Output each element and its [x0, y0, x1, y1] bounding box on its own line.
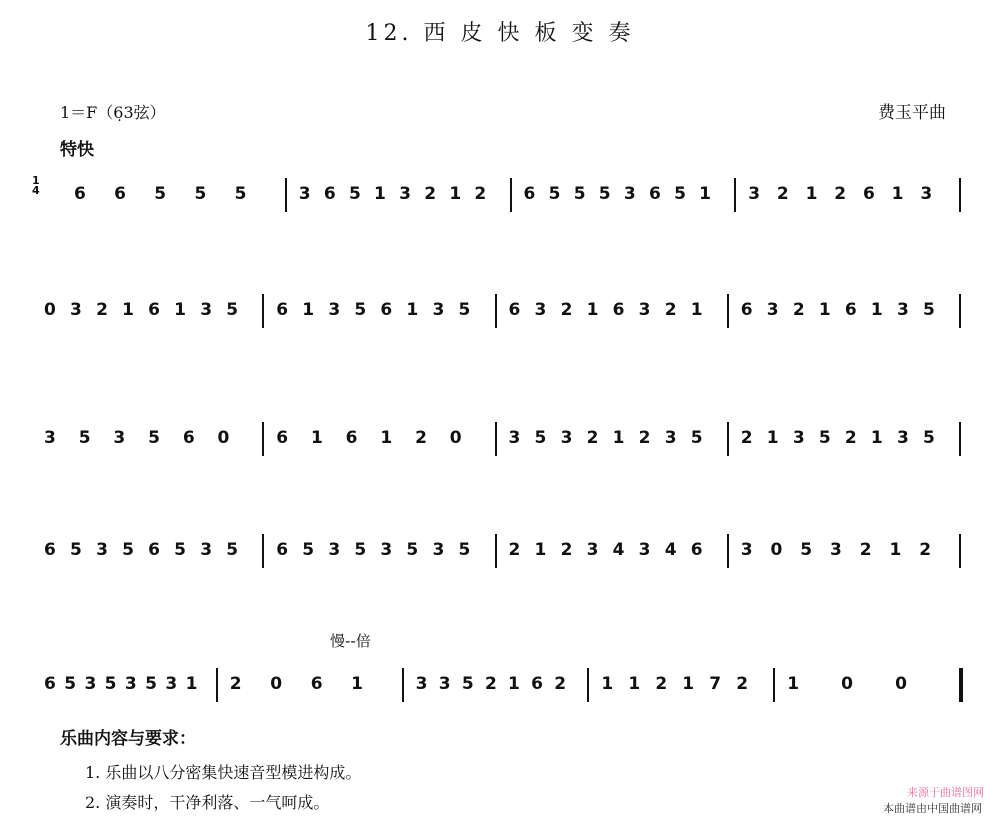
row-notes [30, 540, 975, 570]
note: 2 [229, 674, 242, 694]
note: 1 [351, 674, 363, 694]
note: 3 [664, 428, 677, 448]
note: 6 [523, 184, 536, 204]
note: 3 [200, 300, 213, 320]
note: 3 [124, 674, 137, 694]
note: 1 [586, 300, 599, 320]
note: 5 [458, 540, 471, 560]
barline [262, 294, 264, 328]
note: 5 [800, 540, 813, 560]
note: 6 [276, 428, 289, 448]
note: 3 [534, 300, 547, 320]
note: 2 [508, 540, 521, 560]
note: 3 [766, 300, 779, 320]
note: 3 [165, 674, 178, 694]
note: 6 [612, 300, 625, 320]
barline [727, 534, 729, 568]
barline [495, 534, 497, 568]
piece-title: 12. 西 皮 快 板 变 奏 [365, 21, 635, 46]
staff-row-5 [30, 662, 975, 722]
note: 3 [623, 184, 636, 204]
note: 3 [438, 674, 451, 694]
note: 5 [64, 674, 77, 694]
note: 5 [534, 428, 547, 448]
note: 0 [895, 674, 907, 694]
requirement-item: 2. 演奏时，干净利落、一气呵成。 [85, 793, 330, 812]
final-barline [959, 668, 963, 702]
note: 6 [74, 184, 86, 204]
note: 2 [554, 674, 567, 694]
note: 6 [323, 184, 336, 204]
note: 1 [185, 674, 198, 694]
barline [734, 178, 736, 212]
note: 1 [601, 674, 614, 694]
note: 5 [573, 184, 586, 204]
credit-line: 本曲谱由中国曲谱网 [883, 802, 982, 815]
barline [587, 668, 589, 702]
tempo-marking: 特快 [60, 140, 94, 160]
note: 1 [766, 428, 779, 448]
note: 5 [78, 428, 91, 448]
note: 0 [217, 428, 230, 448]
note: 1 [889, 540, 902, 560]
note: 1 [787, 674, 800, 694]
note: 5 [122, 540, 134, 560]
note: 3 [896, 428, 909, 448]
row-notes [30, 428, 975, 458]
note: 5 [818, 428, 831, 448]
note: 3 [200, 540, 213, 560]
note: 5 [70, 540, 82, 560]
note: 6 [310, 674, 323, 694]
note: 2 [740, 428, 753, 448]
note: 1 [380, 428, 393, 448]
note: 4 [612, 540, 625, 560]
note: 3 [896, 300, 909, 320]
barline [510, 178, 512, 212]
note: 1 [302, 300, 315, 320]
note: 1 [374, 184, 386, 204]
note: 1 [818, 300, 831, 320]
barline [959, 422, 961, 456]
note: 1 [690, 300, 703, 320]
note: 5 [922, 428, 935, 448]
time-signature: 1 4 [32, 174, 40, 197]
note: 3 [432, 300, 445, 320]
note: 2 [792, 300, 805, 320]
note: 3 [920, 184, 933, 204]
note: 6 [44, 540, 56, 560]
barline [402, 668, 404, 702]
note: 2 [415, 428, 427, 448]
note: 6 [844, 300, 857, 320]
note: 2 [560, 300, 573, 320]
note: 3 [560, 428, 573, 448]
note: 5 [354, 540, 367, 560]
note: 1 [612, 428, 625, 448]
note: 6 [276, 540, 289, 560]
note: 2 [844, 428, 857, 448]
note: 2 [664, 300, 677, 320]
note: 4 [664, 540, 677, 560]
note: 2 [736, 674, 749, 694]
barline [959, 294, 961, 328]
note: 6 [148, 300, 160, 320]
note: 6 [690, 540, 703, 560]
row-notes [30, 300, 975, 330]
note: 1 [891, 184, 904, 204]
note: 5 [104, 674, 117, 694]
note: 3 [328, 540, 341, 560]
note: 5 [548, 184, 561, 204]
key-signature: 1＝F（6̣3弦） [60, 103, 166, 122]
note: 6 [276, 300, 289, 320]
note: 5 [690, 428, 703, 448]
note: 0 [841, 674, 853, 694]
note: 6 [148, 540, 160, 560]
note: 3 [96, 540, 108, 560]
note: 1 [870, 428, 883, 448]
requirement-item: 1. 乐曲以八分密集快速音型模进构成。 [85, 763, 362, 782]
note: 3 [380, 540, 393, 560]
note: 5 [226, 540, 239, 560]
note: 6 [345, 428, 358, 448]
note: 5 [226, 300, 239, 320]
staff-row-3 [30, 416, 975, 476]
note: 1 [449, 184, 462, 204]
note: 2 [586, 428, 599, 448]
note: 6 [114, 184, 126, 204]
composer: 费玉平曲 [878, 103, 946, 123]
note: 5 [598, 184, 611, 204]
note: 3 [44, 428, 56, 448]
barline [216, 668, 218, 702]
note: 6 [648, 184, 661, 204]
barline [495, 294, 497, 328]
note: 3 [748, 184, 761, 204]
note: 1 [122, 300, 134, 320]
note: 2 [776, 184, 789, 204]
note: 6 [182, 428, 195, 448]
note: 6 [740, 300, 753, 320]
note: 5 [154, 184, 167, 204]
note: 1 [699, 184, 711, 204]
barline [495, 422, 497, 456]
barline [727, 422, 729, 456]
note: 3 [508, 428, 521, 448]
note: 3 [298, 184, 311, 204]
note: 2 [859, 540, 872, 560]
note: 5 [458, 300, 471, 320]
note: 3 [328, 300, 341, 320]
note: 3 [638, 300, 651, 320]
note: 3 [84, 674, 97, 694]
barline [959, 178, 961, 212]
row-notes [30, 184, 975, 214]
note: 2 [638, 428, 651, 448]
note: 1 [682, 674, 695, 694]
note: 6 [862, 184, 875, 204]
barline [285, 178, 287, 212]
note: 5 [354, 300, 367, 320]
note: 5 [174, 540, 186, 560]
note: 5 [674, 184, 686, 204]
note: 6 [531, 674, 543, 694]
note: 5 [348, 184, 361, 204]
note: 3 [113, 428, 126, 448]
staff-row-2 [30, 288, 975, 348]
row-notes [30, 674, 975, 704]
note: 5 [194, 184, 207, 204]
note: 0 [270, 674, 283, 694]
note: 5 [922, 300, 935, 320]
note: 3 [740, 540, 753, 560]
note: 0 [770, 540, 783, 560]
note: 3 [586, 540, 599, 560]
note: 3 [432, 540, 445, 560]
staff-row-1 [30, 172, 975, 232]
note: 3 [399, 184, 411, 204]
note: 1 [406, 300, 419, 320]
note: 3 [830, 540, 842, 560]
note: 1 [174, 300, 186, 320]
note: 1 [534, 540, 547, 560]
note: 2 [484, 674, 497, 694]
note: 5 [148, 428, 160, 448]
note: 7 [709, 674, 722, 694]
note: 1 [805, 184, 818, 204]
note: 5 [234, 184, 247, 204]
note: 3 [70, 300, 82, 320]
requirements-title: 乐曲内容与要求： [60, 729, 196, 749]
note: 2 [655, 674, 668, 694]
note: 5 [302, 540, 315, 560]
note: 5 [461, 674, 474, 694]
note: 6 [44, 674, 56, 694]
note: 1 [310, 428, 323, 448]
note: 1 [508, 674, 520, 694]
note: 1 [870, 300, 883, 320]
note: 2 [474, 184, 487, 204]
note: 0 [449, 428, 462, 448]
tempo-change: 慢--倍 [330, 632, 371, 650]
note: 2 [96, 300, 108, 320]
barline [959, 534, 961, 568]
note: 2 [424, 184, 437, 204]
barline [773, 668, 775, 702]
note: 3 [792, 428, 805, 448]
barline [262, 422, 264, 456]
note: 2 [919, 540, 932, 560]
note: 1 [628, 674, 641, 694]
barline [262, 534, 264, 568]
watermark-source: 来源于曲谱图网 [907, 786, 984, 799]
note: 3 [415, 674, 428, 694]
note: 5 [145, 674, 157, 694]
note: 2 [834, 184, 847, 204]
note: 6 [508, 300, 521, 320]
note: 5 [406, 540, 419, 560]
barline [727, 294, 729, 328]
note: 6 [380, 300, 393, 320]
note: 0 [44, 300, 56, 320]
note: 2 [560, 540, 573, 560]
note: 3 [638, 540, 651, 560]
staff-row-4 [30, 528, 975, 588]
